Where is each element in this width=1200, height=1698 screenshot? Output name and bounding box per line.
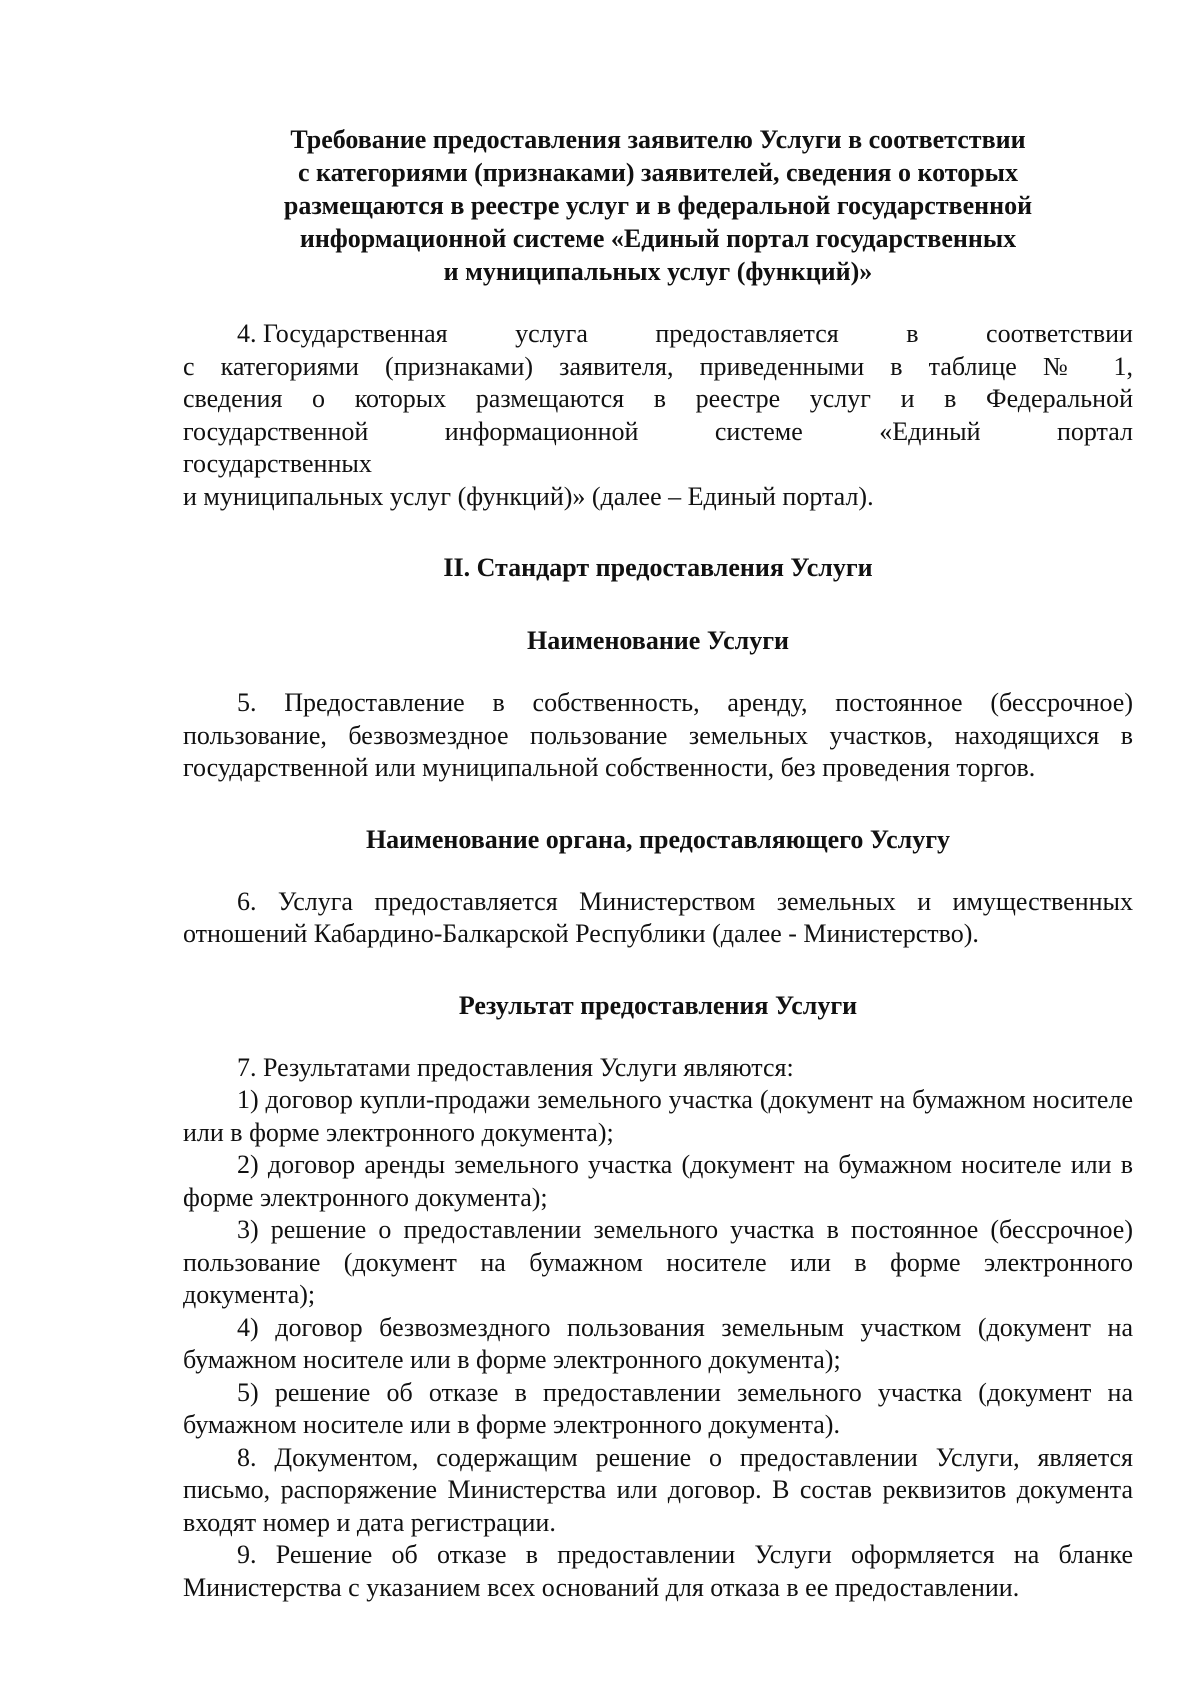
paragraph-4 bbox=[183, 318, 1133, 513]
title-line: Требование предоставления заявителю Услуги в соответствии bbox=[290, 125, 1026, 154]
result-item-3: 3) решение о предоставлении земельного участка в постоянное (бессрочное) пользование (документ на бумажном носителе или в форме электронного документа); bbox=[183, 1215, 1133, 1309]
p4-line-6: и муниципальных услуг (функций)» (далее – Единый портал). bbox=[183, 481, 874, 511]
p4-line-2: с категориями (признаками) заявителя, приведенными в таблице № 1, bbox=[183, 351, 1133, 381]
p4-line-4: государственной информационной системе «Единый портал bbox=[183, 416, 1133, 446]
paragraph-6: 6. Услуга предоставляется Министерством земельных и имущественных отношений Кабардино-Балкарской Республики (далее - Министерство). bbox=[183, 886, 1133, 948]
result-item-5: 5) решение об отказе в предоставлении земельного участка (документ на бумажном носителе или в форме электронного документа). bbox=[183, 1377, 1133, 1439]
section-heading-standard: II. Стандарт предоставления Услуги bbox=[443, 553, 873, 582]
subheading-service-name: Наименование Услуги bbox=[526, 626, 790, 655]
section-title bbox=[228, 123, 1088, 288]
p4-line-3: сведения о которых размещаются в реестре услуг и в Федеральной bbox=[183, 384, 1133, 413]
document-body bbox=[183, 123, 1133, 1604]
subheading-result: Результат предоставления Услуги bbox=[458, 990, 858, 1020]
p4-line-5: государственных bbox=[183, 449, 372, 478]
result-item-2: 2) договор аренды земельного участка (документ на бумажном носителе или в форме электронного документа); bbox=[183, 1150, 1133, 1212]
paragraph-9: 9. Решение об отказе в предоставлении Услуги оформляется на бланке Министерства с указанием всех оснований для отказа в ее предоставлении. bbox=[183, 1540, 1133, 1602]
title-line: информационной системе «Единый портал государственных bbox=[299, 224, 1017, 253]
result-item-4: 4) договор безвозмездного пользования земельным участком (документ на бумажном носителе или в форме электронного документа); bbox=[183, 1312, 1133, 1374]
subheading-organ: Наименование органа, предоставляющего Услугу bbox=[365, 824, 951, 854]
paragraph-8: 8. Документом, содержащим решение о предоставлении Услуги, является письмо, распоряжение Министерства или договор. В состав реквизитов документа входят номер и дата регистрации. bbox=[183, 1442, 1133, 1537]
title-line: с категориями (признаками) заявителей, сведения о которых bbox=[297, 158, 1018, 187]
p4-line-1: 4. Государственная услуга предоставляется в соответствии bbox=[237, 319, 1133, 348]
title-line: и муниципальных услуг (функций)» bbox=[443, 257, 873, 286]
result-item-1: 1) договор купли-продажи земельного участка (документ на бумажном носителе или в форме электронного документа); bbox=[183, 1085, 1133, 1147]
title-line: размещаются в реестре услуг и в федеральной государственной bbox=[283, 191, 1033, 220]
paragraph-7: 7. Результатами предоставления Услуги являются: bbox=[237, 1052, 794, 1082]
paragraph-5: 5. Предоставление в собственность, аренду, постоянное (бессрочное) пользование, безвозмездное пользование земельных участков, находящихся в государственной или муниципальной собственности, без проведения торгов. bbox=[183, 688, 1133, 782]
